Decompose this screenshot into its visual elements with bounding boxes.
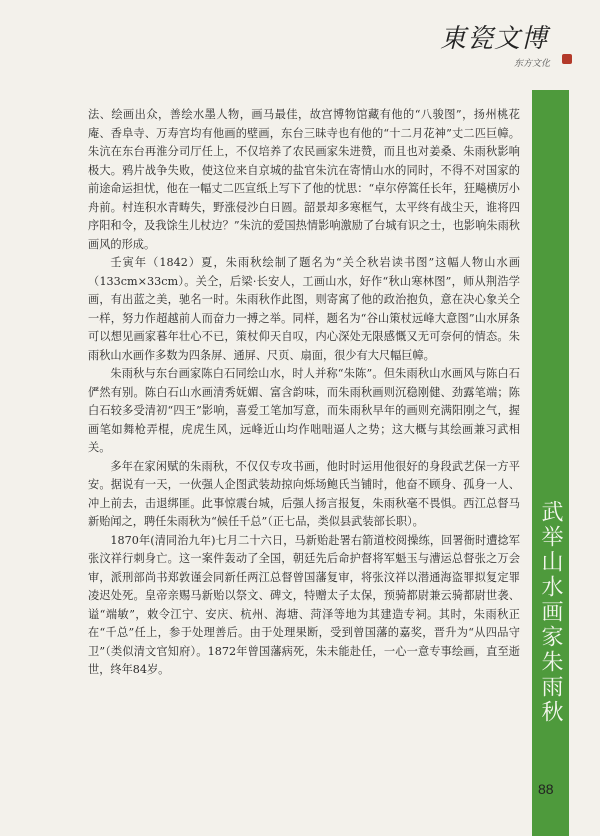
red-seal-icon [562, 54, 572, 64]
paragraph: 朱雨秋与东台画家陈白石同绘山水，时人并称“朱陈”。但朱雨秋山水画风与陈白石俨然有别。陈白石山水画清秀妩媚、富含韵味，而朱雨秋画则沉稳刚健、劲露笔端；陈白石较多受清初“四王”影响，喜爱工笔加写意，而朱雨秋早年的画则充满阳刚之气，握画笔如舞枪弄棍，虎虎生风，远峰近山均作咄咄逼人之势；这大概与其绘画兼习武相关。 [88, 367, 520, 454]
logo-subtext: 东方文化 [514, 59, 551, 69]
magazine-logo [440, 18, 570, 78]
paragraph: 1870年(清同治九年)七月二十六日，马新贻赴署右箭道校阅操练，回署衙时遭捻军张汶祥行刺身亡。这一案件轰动了全国，朝廷先后命护督将军魁玉与漕运总督张之万会审，派刑部尚书郑敦谨会同新任两江总督曾国藩复审，将张汶祥以潜通海盗罪拟复定罪凌迟处死。皇帝亲赐马新贻以祭文、碑文，特赠太子太保，预骑都尉兼云骑都尉世袭、谥“端敏”，敕令江宁、安庆、杭州、海塘、菏泽等地为其建造专祠。其时，朱雨秋正在“千总”任上，参于处理善后。由于处理果断，受到曾国藩的嘉奖，晋升为“从四品守卫”（类似清文官知府）。1872年曾国藩病死，朱未能赴任，一心一意专事绘画，直至逝世，终年84岁。 [88, 533, 520, 676]
article-body [88, 106, 520, 680]
side-article-title: 武举山水画家朱雨秋 [538, 500, 563, 725]
page-number: 88 [538, 781, 554, 797]
logo-text: 東瓷文博 [440, 24, 549, 54]
paragraph: 多年在家闲赋的朱雨秋，不仅仅专攻书画，他时时运用他很好的身段武艺保一方平安。据说有一天，一伙强人企图武装劫掠向烁场鲍氏当铺时，他奋不顾身、孤身一人、冲上前去，击退绑匪。此事惊震台城，后强人扬言报复，朱雨秋毫不畏惧。西江总督马新贻闻之，聘任朱雨秋为“候任千总”（正七品，类似县武装部长职）。 [88, 459, 520, 528]
paragraph: 壬寅年（1842）夏，朱雨秋绘制了题名为“关仝秋岩读书图”这幅人物山水画（133cm×33cm）。关仝，后梁·长安人，工画山水，好作“秋山寒林图”，师从荆浩学画，有出蓝之美，驰名一时。朱雨秋作此图，则寄寓了他的政治抱负，意在决心象关仝一样，努力作超越前人而奋力一搏之举。同样，题名为“谷山策杖远峰大意图”山水屏条可以想见画家暮年壮心不已，策杖仰天自叹，内心深处无限感慨又无可奈何的情态。朱雨秋山水画作多数为四条屏、通屏、尺页、扇面，很少有大尺幅巨幛。 [88, 256, 520, 362]
paragraph: 法、绘画出众，善绘水墨人物，画马最佳，故宫博物馆藏有他的“八骏图”，扬州桃花庵、香阜寺、万寿宫均有他画的壁画，东台三昧寺也有他的“十二月花神”丈二匹巨幛。朱沆在东台再淮分司厅任上，不仅培养了农民画家朱进赞，而且也对姜桑、朱雨秋影响极大。鸦片战争失败，使这位来自京城的盐官朱沆在寄情山水的同时，不得不对国家的前途命运担忧，他在一幅丈二匹宣纸上写下了他的忧思：“卓尔停篙任长年，狂飚横厉小舟前。村连积水青畴失，野涨侵沙白日圆。韶景却多寒框气，太平终有战尘天，谁将四序阳和令，及我馀生儿杖边？”朱沆的爱国热情影响激励了台城有识之士，也影响朱雨秋画风的形成。 [88, 108, 520, 251]
